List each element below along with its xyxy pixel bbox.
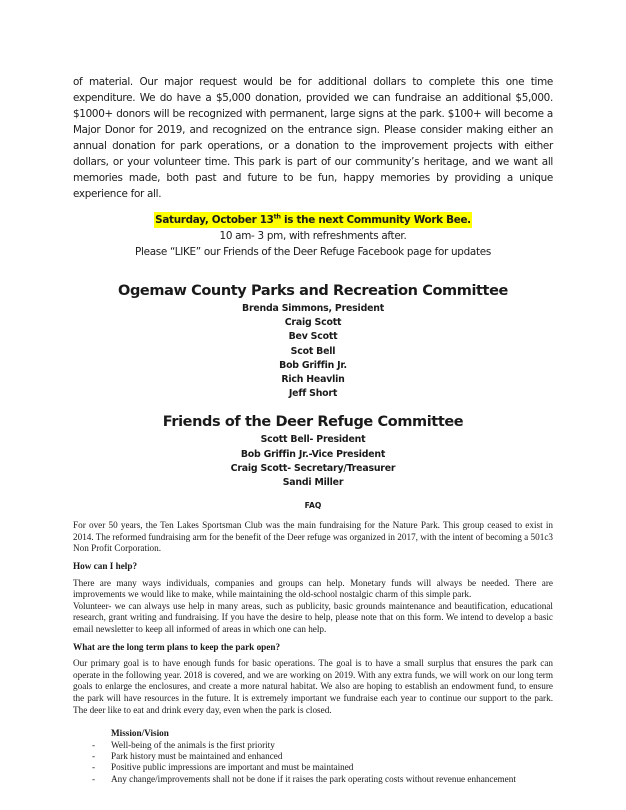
bullet-dash-icon: - [92,762,96,773]
committee-member: Bob Griffin Jr.-Vice President [240,448,386,460]
bullet-dash-icon: - [92,773,96,784]
parks-committee-title: Ogemaw County Parks and Recreation Committee [118,283,508,299]
intro-paragraph: of material. Our major request would be for additional dollars to complete this one time expenditure. We do have a $5,000 donation, provided we can fundraise an additional $5,000. $1000+ donors will be recognized with permanent, large signs at the park. $100+ will become a Major Donor for 2019, and recognized on the entrance sign. Please consider making either an annual donation for park operations, or a donation to the improvement projects with either dollars, or your volunteer time. This park is part of our community’s heritage, and we want all memories made, both past and future to be fun, happy memories by providing a unique experience for all. [73,76,553,200]
friends-committee [0,411,626,490]
intro-section [73,74,553,202]
committee-member: Bob Griffin Jr. [279,359,347,371]
mission-item [73,740,553,751]
faq-question-help: How can I help? [73,561,138,572]
faq-section [73,520,553,716]
faq-answer-help-1: There are many ways individuals, companies and groups can help. Monetary funds will always be needed. There are improvements we would like to make, while maintaining the old-school nostalgic charm of this simple park. [73,577,553,600]
date-ordinal-suffix: th [273,212,281,221]
mission-item-text: Park history must be maintained and enhanced [111,750,283,761]
committee-member: Jeff Short [288,388,338,400]
committee-member: Scot Bell [290,345,336,357]
faq-question-long-term: What are the long term plans to keep the park open? [73,641,281,652]
work-bee-date: Saturday, October 13 [155,214,274,226]
work-bee-highlight [154,212,472,228]
committee-member: Craig Scott [284,317,342,329]
faq-heading: FAQ [304,501,322,511]
committee-member: Sandi Miller [282,477,344,489]
faq-answer-help-2: Volunteer- we can always use help in many areas, such as publicity, basic grounds maintenance and beautification, educational research, grant writing and fundraising. If you have the desire to help, please note that on this form. We intend to develop a basic email newsletter to keep all informed of areas in which one can help. [73,600,553,634]
friends-committee-title: Friends of the Deer Refuge Committee [162,414,464,431]
committee-member: Craig Scott- Secretary/Treasurer [230,462,396,474]
mission-item [73,774,553,785]
mission-item-text: Well-being of the animals is the first priority [111,739,275,750]
faq-answer-long-term: Our primary goal is to have enough funds for basic operations. The goal is to have a small surplus that ensures the park can operate in the following year. 2018 is covered, and we are working on 2019. With any extra funds, we will work on our long term goals to enlarge the enclosures, and create a more natural habitat. We also are hoping to establish an endowment fund, to ensure the park will have resources in the future. It is extremely important we fundraise each year to continue our support to the park. The deer like to eat and drink every day, even when the park is closed. [73,658,553,715]
mission-item [73,751,553,762]
bullet-dash-icon: - [92,750,96,761]
committee-member: Brenda Simmons, President [242,303,384,314]
work-bee-announcement [0,212,626,260]
committee-member: Rich Heavlin [281,374,345,386]
committee-member: Scott Bell- President [260,434,366,446]
work-bee-text: is the next Community Work Bee. [280,214,471,226]
mission-vision-title: Mission/Vision [111,728,169,739]
bullet-dash-icon: - [92,739,96,750]
mission-vision-section [73,728,553,785]
parks-committee [0,280,626,401]
mission-item-text: Positive public impressions are important and must be maintained [111,762,354,773]
work-bee-time: 10 am- 3 pm, with refreshments after. [219,230,407,242]
mission-item [73,762,553,773]
faq-history-paragraph: For over 50 years, the Ten Lakes Sportsman Club was the main fundraising for the Nature Park. This group ceased to exist in 2014. The reformed fundraising arm for the benefit of the Deer refuge was organized in 2017, with the intent of becoming a 501c3 Non Profit Corporation. [73,520,553,554]
mission-item-text: Any change/improvements shall not be done if it raises the park operating costs without revenue enhancement [111,773,516,784]
facebook-like-note: Please “LIKE” our Friends of the Deer Refuge Facebook page for updates [135,246,491,258]
committee-member: Bev Scott [288,331,338,343]
mission-list [73,740,553,786]
